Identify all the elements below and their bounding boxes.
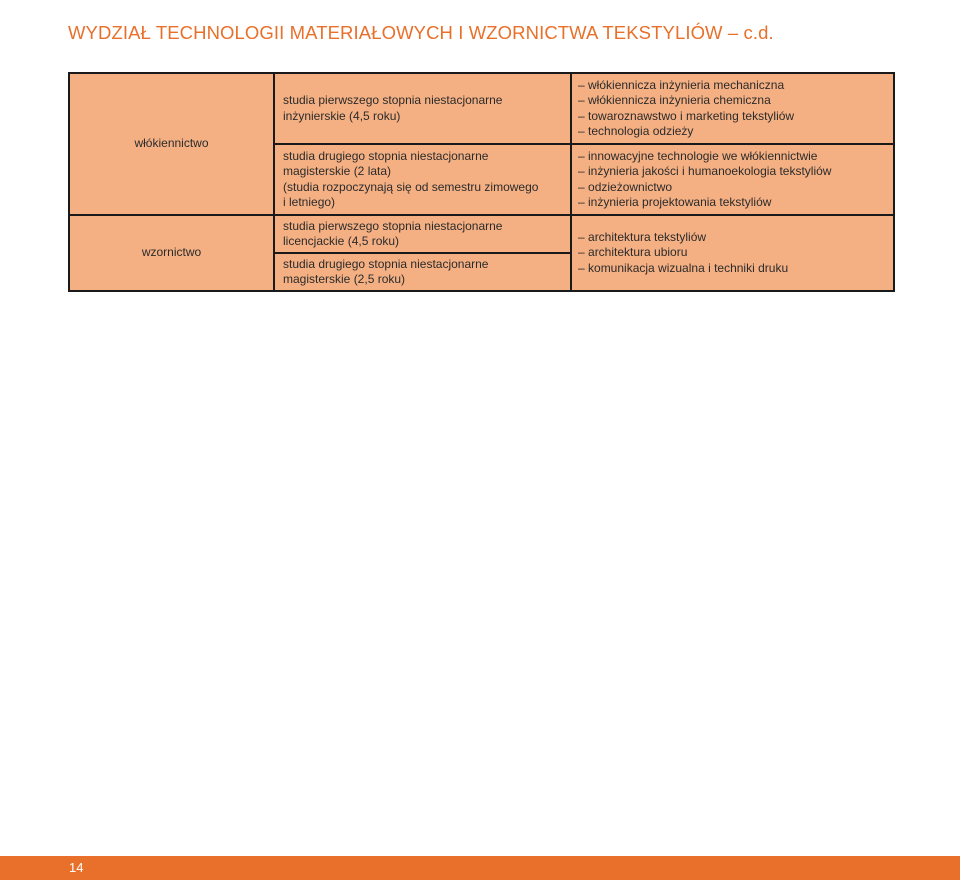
study-line: studia pierwszego stopnia niestacjonarne: [283, 218, 503, 233]
study-line: studia drugiego stopnia niestacjonarne: [283, 148, 489, 163]
page-number: 14: [69, 860, 84, 875]
study-line: i letniego): [283, 195, 336, 209]
spec-list-item: – odzieżownictwo: [578, 180, 887, 196]
study-line: studia drugiego stopnia niestacjonarne: [283, 256, 489, 271]
table-row: [69, 73, 894, 144]
spec-list-item: – technologia odzieży: [578, 124, 887, 140]
study-line: licencjackie (4,5 roku): [283, 234, 400, 248]
spec-cell-wlokiennictwo-second-degree: [571, 144, 894, 215]
spec-list-item: – architektura tekstyliów: [578, 230, 887, 246]
study-cell-wlokiennictwo-first-degree: [274, 73, 571, 144]
field-cell-wlokiennictwo: włókiennictwo: [69, 73, 274, 215]
study-line: studia pierwszego stopnia niestacjonarne: [283, 93, 503, 107]
faculty-table: [68, 72, 895, 292]
field-cell-wzornictwo: wzornictwo: [69, 215, 274, 291]
spec-cell-wzornictwo: [571, 215, 894, 291]
page-title: WYDZIAŁ TECHNOLOGII MATERIAŁOWYCH I WZORNICTWA TEKSTYLIÓW – c.d.: [68, 22, 774, 43]
spec-list-item: – inżynieria jakości i humanoekologia tekstyliów: [578, 164, 887, 180]
spec-cell-wlokiennictwo-first-degree: [571, 73, 894, 144]
spec-list-item: – towaroznawstwo i marketing tekstyliów: [578, 109, 887, 125]
table-row: [69, 215, 894, 253]
footer-bar: [0, 856, 960, 880]
study-cell-wzornictwo-first-degree: [274, 215, 571, 253]
spec-list-item: – inżynieria projektowania tekstyliów: [578, 195, 887, 211]
spec-list-item: – architektura ubioru: [578, 245, 887, 261]
spec-list-item: – innowacyjne technologie we włókiennictwie: [578, 149, 887, 165]
study-line: magisterskie (2 lata): [283, 164, 392, 178]
study-cell-wzornictwo-second-degree: [274, 253, 571, 291]
spec-list-item: – włókiennicza inżynieria mechaniczna: [578, 78, 887, 94]
spec-list-item: – komunikacja wizualna i techniki druku: [578, 261, 887, 277]
spec-list-item: – włókiennicza inżynieria chemiczna: [578, 93, 887, 109]
study-line: inżynierskie (4,5 roku): [283, 108, 401, 123]
study-line: (studia rozpoczynają się od semestru zimowego: [283, 179, 539, 194]
study-cell-wlokiennictwo-second-degree: [274, 144, 571, 215]
study-line: magisterskie (2,5 roku): [283, 272, 406, 286]
